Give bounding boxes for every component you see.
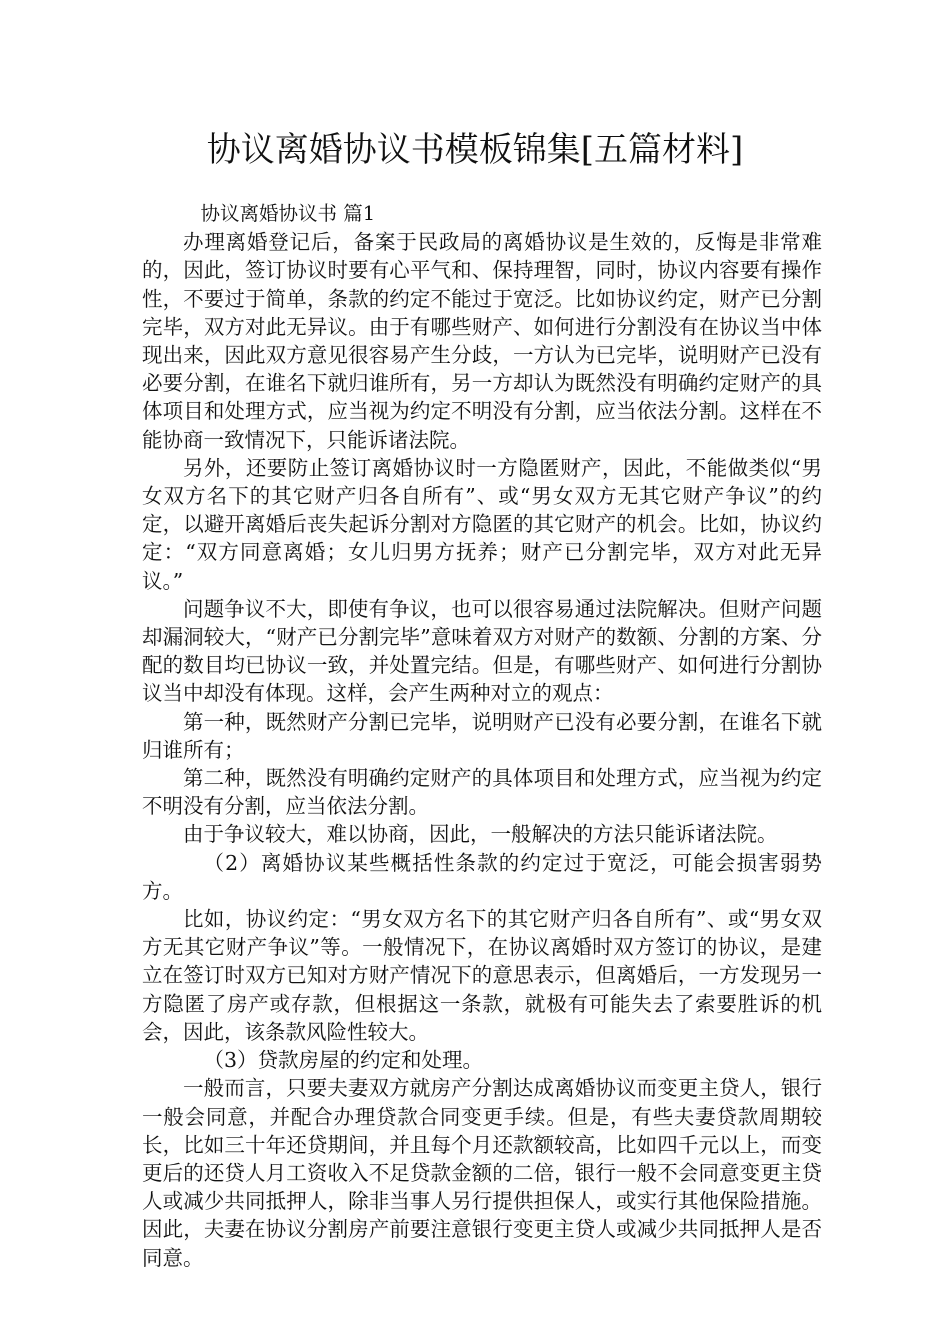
paragraph-8: 比如，协议约定：“男女双方名下的其它财产归各自所有”、或“男女双方无其它财产争议”等。一般情况下，在协议离婚时双方签订的协议，是建立在签订时双方已知对方财产情况下的意思表示，但离婚后，一方发现另一方隐匿了房产或存款，但根据这一条款，就极有可能失去了索要胜诉的机会，因此，该条款风险性较大。 [142, 907, 822, 1044]
paragraph-2: 另外，还要防止签订离婚协议时一方隐匿财产，因此，不能做类似“男女双方名下的其它财产归各自所有”、或“男女双方无其它财产争议”的约定，以避开离婚后丧失起诉分割对方隐匿的其它财产的机会。比如，协议约定：“双方同意离婚；女儿归男方抚养；财产已分割完毕，双方对此无异议。” [142, 455, 822, 593]
paragraph-10: 一般而言，只要夫妻双方就房产分割达成离婚协议而变更主贷人，银行一般会同意，并配合办理贷款合同变更手续。但是，有些夫妻贷款周期较长，比如三十年还贷期间，并且每个月还款额较高，比如四千元以上，而变更后的还贷人月工资收入不足贷款金额的二倍，银行一般不会同意变更主贷人或减少共同抵押人，除非当事人另行提供担保人，或实行其他保险措施。因此，夫妻在协议分割房产前要注意银行变更主贷人或减少共同抵押人是否同意。 [142, 1076, 822, 1270]
paragraph-7: （2）离婚协议某些概括性条款的约定过于宽泛，可能会损害弱势方。 [142, 850, 822, 903]
paragraph-6: 由于争议较大，难以协商，因此，一般解决的方法只能诉诸法院。 [183, 822, 778, 847]
paragraph-5: 第二种，既然没有明确约定财产的具体项目和处理方式，应当视为约定不明没有分割，应当依法分割。 [142, 766, 822, 819]
paragraph-4: 第一种，既然财产分割已完毕，说明财产已没有必要分割，在谁名下就归谁所有； [142, 709, 822, 762]
document-body [142, 200, 822, 1272]
paragraph-1: 办理离婚登记后，备案于民政局的离婚协议是生效的，反悔是非常难的，因此，签订协议时要有心平气和、保持理智，同时，协议内容要有操作性，不要过于简单，条款的约定不能过于宽泛。比如协议约定，财产已分割完毕，双方对此无异议。由于有哪些财产、如何进行分割没有在协议当中体现出来，因此双方意见很容易产生分歧，一方认为已完毕，说明财产已没有必要分割，在谁名下就归谁所有，另一方却认为既然没有明确约定财产的具体项目和处理方式，应当视为约定不明没有分割，应当依法分割。这样在不能协商一致情况下，只能诉诸法院。 [142, 230, 822, 452]
section-heading: 协议离婚协议书 篇1 [200, 202, 376, 225]
paragraph-3: 问题争议不大，即使有争议，也可以很容易通过法院解决。但财产问题却漏洞较大，“财产已分割完毕”意味着双方对财产的数额、分割的方案、分配的数目均已协议一致，并处置完结。但是，有哪些财产、如何进行分割协议当中却没有体现。这样，会产生两种对立的观点： [142, 596, 822, 706]
document-title: 协议离婚协议书模板锦集[五篇材料] [206, 130, 744, 170]
paragraph-9: （3）贷款房屋的约定和处理。 [203, 1048, 484, 1073]
